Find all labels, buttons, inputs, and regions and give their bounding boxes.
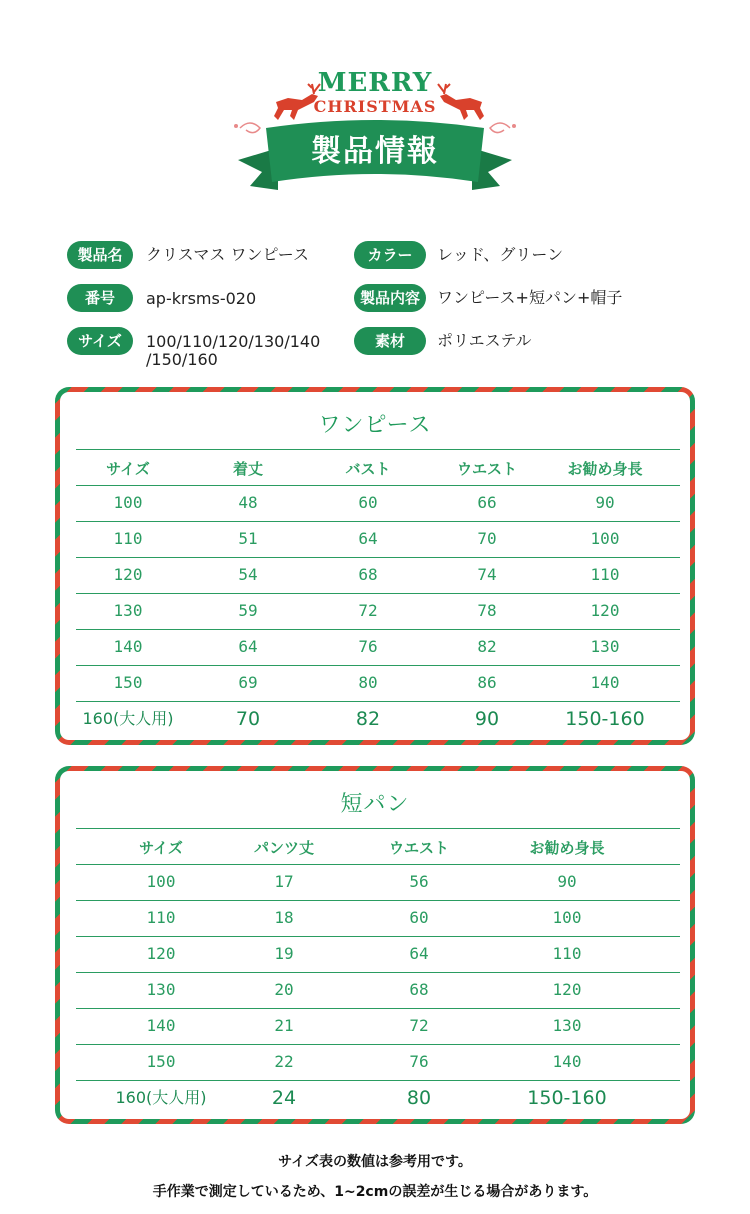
shorts-header-cell: お勧め身長: [529, 839, 605, 857]
shorts-table-cell: 110: [552, 944, 582, 963]
dress-table-cell: 64: [238, 637, 258, 656]
dress-table-cell: 78: [477, 601, 497, 620]
shorts-table-title: 短パン: [340, 792, 410, 817]
shorts-header-cell: ウエスト: [388, 839, 449, 857]
dress-table-cell: 90: [595, 493, 615, 512]
merry-text: MERRY: [317, 68, 433, 98]
dress-table-cell: 90: [474, 708, 500, 730]
shorts-table-cell: 150-160: [527, 1087, 607, 1109]
dress-table-cell: 150-160: [565, 708, 645, 730]
shorts-table-cell: 22: [274, 1052, 294, 1071]
dress-table-cell: 59: [238, 601, 258, 620]
product-name-value: クリスマス ワンピース: [146, 245, 310, 264]
color-value: レッド、グリーン: [437, 245, 564, 264]
footer-note-2: 手作業で測定しているため、1~2cmの誤差が生じる場合があります。: [152, 1184, 598, 1200]
dress-table-cell: 69: [238, 673, 258, 692]
shorts-table-cell: 72: [409, 1016, 429, 1035]
shorts-table-cell: 100: [552, 908, 582, 927]
dress-table-cell: 82: [477, 637, 497, 656]
dress-table-cell: 70: [477, 529, 497, 548]
size-label: サイズ: [67, 327, 133, 355]
shorts-table-cell: 20: [274, 980, 294, 999]
shorts-table-cell: 68: [409, 980, 429, 999]
dress-header-cell: ウエスト: [456, 460, 517, 478]
number-value: ap-krsms-020: [146, 289, 257, 308]
dress-table-cell: 72: [358, 601, 378, 620]
color-label: カラー: [354, 241, 426, 269]
shorts-table-cell: 90: [557, 872, 577, 891]
number-label: 番号: [67, 284, 133, 312]
shorts-table-cell: 160(大人用): [115, 1088, 207, 1107]
dress-table-cell: 60: [358, 493, 378, 512]
dress-table-cell: 80: [358, 673, 378, 692]
shorts-table-cell: 21: [274, 1016, 294, 1035]
dress-table-cell: 86: [477, 673, 497, 692]
shorts-table-cell: 120: [552, 980, 582, 999]
dress-table-cell: 66: [477, 493, 497, 512]
dress-header-cell: バスト: [345, 460, 391, 478]
dress-table-cell: 120: [590, 601, 620, 620]
dress-table-cell: 51: [238, 529, 258, 548]
dress-table-cell: 74: [477, 565, 497, 584]
dress-table-cell: 76: [358, 637, 378, 656]
dress-table-cell: 120: [113, 565, 143, 584]
material-value: ポリエステル: [437, 331, 532, 350]
size-value-line2: /150/160: [146, 350, 218, 369]
dress-table-title: ワンピース: [318, 413, 432, 438]
christmas-text: CHRISTMAS: [313, 97, 437, 116]
dress-header-cell: 着丈: [232, 460, 263, 478]
size-value-line1: 100/110/120/130/140: [146, 332, 321, 351]
material-label: 素材: [354, 327, 426, 355]
header-banner: [0, 0, 750, 210]
contents-value: ワンピース+短パン+帽子: [437, 288, 623, 307]
dress-table-cell: 100: [590, 529, 620, 548]
shorts-header-cell: サイズ: [139, 839, 183, 857]
dress-table-cell: 48: [238, 493, 258, 512]
shorts-table-cell: 150: [146, 1052, 176, 1071]
shorts-table-cell: 130: [552, 1016, 582, 1035]
shorts-header-cell: パンツ丈: [253, 839, 314, 857]
contents-label: 製品内容: [354, 284, 426, 312]
dress-table-cell: 110: [113, 529, 143, 548]
shorts-table-cell: 80: [406, 1087, 432, 1109]
shorts-size-table: [55, 766, 695, 1124]
shorts-table-cell: 130: [146, 980, 176, 999]
dress-table-cell: 68: [358, 565, 378, 584]
dress-table-cell: 130: [113, 601, 143, 620]
shorts-table-cell: 140: [146, 1016, 176, 1035]
dress-table-cell: 150: [113, 673, 143, 692]
shorts-table-cell: 18: [274, 908, 294, 927]
shorts-table-cell: 19: [274, 944, 294, 963]
dress-header-cell: お勧め身長: [567, 460, 643, 478]
dress-table-cell: 110: [590, 565, 620, 584]
footer-note-1: サイズ表の数値は参考用です。: [278, 1154, 472, 1170]
dress-table-cell: 130: [590, 637, 620, 656]
dress-table-cell: 64: [358, 529, 378, 548]
shorts-table-cell: 120: [146, 944, 176, 963]
dress-table-cell: 100: [113, 493, 143, 512]
shorts-table-cell: 76: [409, 1052, 429, 1071]
shorts-row-divider: [76, 828, 680, 829]
dress-table-cell: 82: [355, 708, 381, 730]
shorts-table-cell: 56: [409, 872, 429, 891]
dress-table-cell: 140: [590, 673, 620, 692]
shorts-table-cell: 140: [552, 1052, 582, 1071]
shorts-table-cell: 17: [274, 872, 294, 891]
dress-table-cell: 54: [238, 565, 258, 584]
product-name-label: 製品名: [67, 241, 133, 269]
shorts-table-cell: 64: [409, 944, 429, 963]
dress-header-cell: サイズ: [106, 460, 150, 478]
shorts-table-cell: 110: [146, 908, 176, 927]
shorts-table-cell: 60: [409, 908, 429, 927]
dress-row-divider: [76, 449, 680, 450]
dress-table-cell: 140: [113, 637, 143, 656]
shorts-table-cell: 100: [146, 872, 176, 891]
shorts-table-cell: 24: [271, 1087, 297, 1109]
dress-table-cell: 160(大人用): [82, 709, 174, 728]
dress-table-cell: 70: [235, 708, 261, 730]
dress-size-table: [55, 387, 695, 745]
page-title: 製品情報: [311, 134, 439, 169]
